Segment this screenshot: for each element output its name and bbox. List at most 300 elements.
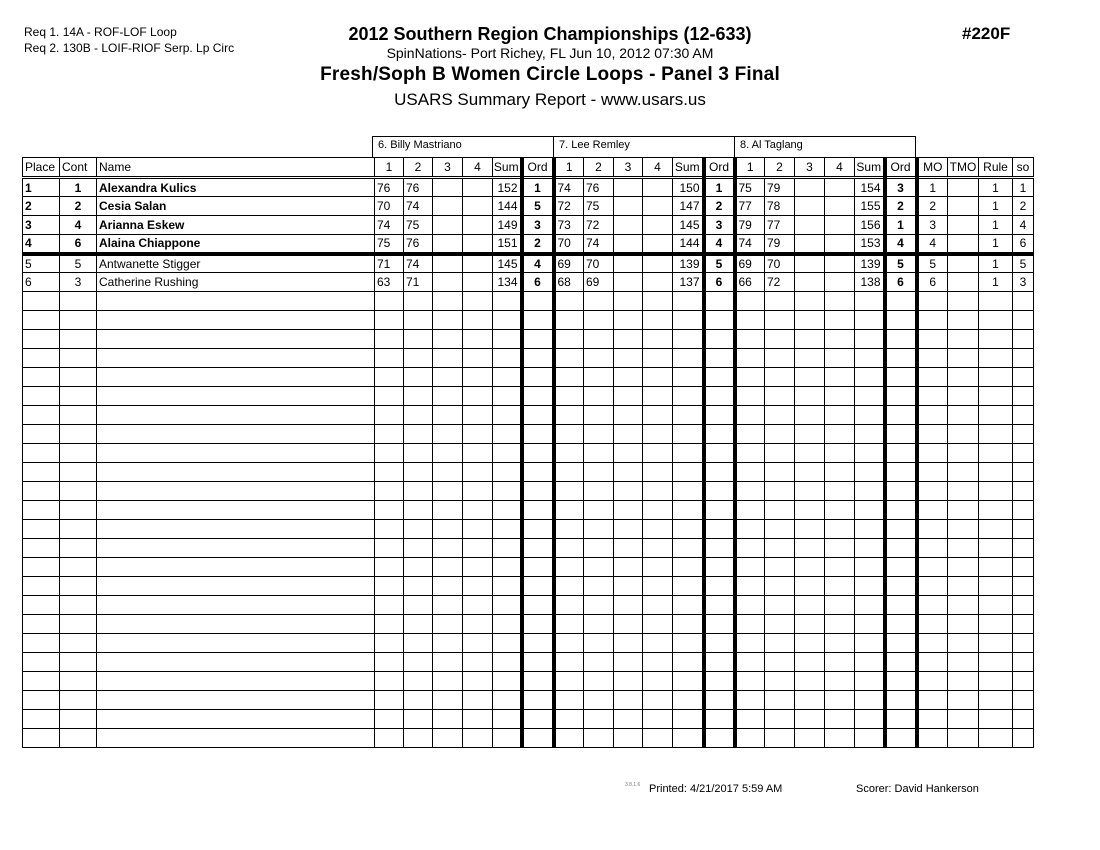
empty-cell <box>704 501 735 520</box>
score-cell <box>433 216 463 235</box>
empty-cell <box>375 463 404 482</box>
empty-row <box>23 558 1034 577</box>
score-cell <box>463 197 493 216</box>
empty-cell <box>433 558 463 577</box>
empty-cell <box>554 653 584 672</box>
score-cell: 68 <box>554 273 584 292</box>
empty-cell <box>23 482 60 501</box>
empty-cell <box>917 596 948 615</box>
empty-cell <box>584 501 614 520</box>
col-j2-1: 1 <box>554 158 584 178</box>
empty-cell <box>735 330 765 349</box>
empty-cell <box>97 672 375 691</box>
empty-cell <box>614 596 643 615</box>
empty-cell <box>855 292 885 311</box>
empty-cell <box>979 425 1013 444</box>
empty-cell <box>375 634 404 653</box>
empty-cell <box>673 539 704 558</box>
empty-cell <box>885 710 917 729</box>
empty-cell <box>917 387 948 406</box>
score-cell <box>825 273 855 292</box>
empty-cell <box>554 292 584 311</box>
empty-cell <box>704 463 735 482</box>
rule-cell: 1 <box>979 197 1013 216</box>
empty-cell <box>375 691 404 710</box>
empty-cell <box>23 463 60 482</box>
empty-cell <box>948 387 979 406</box>
empty-cell <box>795 463 825 482</box>
score-cell <box>643 178 673 197</box>
score-cell <box>463 216 493 235</box>
empty-cell <box>60 292 97 311</box>
empty-cell <box>522 501 554 520</box>
empty-cell <box>584 691 614 710</box>
empty-cell <box>979 634 1013 653</box>
empty-cell <box>948 520 979 539</box>
empty-cell <box>60 349 97 368</box>
empty-cell <box>855 330 885 349</box>
empty-cell <box>704 406 735 425</box>
so-cell: 4 <box>1013 216 1034 235</box>
ordinal-cell: 5 <box>885 254 917 273</box>
empty-cell <box>404 425 433 444</box>
empty-cell <box>1013 577 1034 596</box>
empty-cell <box>735 729 765 748</box>
score-cell <box>643 197 673 216</box>
empty-cell <box>885 691 917 710</box>
empty-cell <box>614 368 643 387</box>
empty-cell <box>522 653 554 672</box>
empty-cell <box>23 387 60 406</box>
empty-cell <box>885 349 917 368</box>
empty-cell <box>735 368 765 387</box>
empty-cell <box>493 292 522 311</box>
empty-cell <box>522 330 554 349</box>
empty-cell <box>463 558 493 577</box>
empty-cell <box>554 387 584 406</box>
empty-cell <box>554 425 584 444</box>
rule-cell: 1 <box>979 254 1013 273</box>
empty-cell <box>614 330 643 349</box>
empty-cell <box>735 672 765 691</box>
empty-cell <box>855 634 885 653</box>
score-cell: 63 <box>375 273 404 292</box>
empty-cell <box>917 330 948 349</box>
empty-cell <box>493 368 522 387</box>
empty-cell <box>704 482 735 501</box>
empty-cell <box>917 349 948 368</box>
empty-cell <box>643 463 673 482</box>
empty-cell <box>522 444 554 463</box>
empty-cell <box>614 406 643 425</box>
table-row <box>23 216 1034 235</box>
empty-cell <box>673 501 704 520</box>
empty-row <box>23 539 1034 558</box>
empty-cell <box>885 463 917 482</box>
empty-cell <box>855 672 885 691</box>
empty-cell <box>917 425 948 444</box>
empty-cell <box>493 539 522 558</box>
empty-cell <box>979 577 1013 596</box>
empty-row <box>23 710 1034 729</box>
competition-title: 2012 Southern Region Championships (12-633) <box>348 24 752 44</box>
empty-cell <box>885 729 917 748</box>
empty-cell <box>463 672 493 691</box>
empty-cell <box>614 653 643 672</box>
empty-row <box>23 387 1034 406</box>
empty-cell <box>795 349 825 368</box>
empty-row <box>23 349 1034 368</box>
empty-cell <box>554 444 584 463</box>
empty-cell <box>404 729 433 748</box>
empty-cell <box>584 710 614 729</box>
empty-cell <box>735 615 765 634</box>
empty-cell <box>554 349 584 368</box>
ordinal-cell: 5 <box>522 197 554 216</box>
empty-cell <box>795 577 825 596</box>
cont-cell: 3 <box>60 273 97 292</box>
empty-row <box>23 311 1034 330</box>
col-j2-2: 2 <box>584 158 614 178</box>
empty-cell <box>1013 539 1034 558</box>
empty-cell <box>885 634 917 653</box>
score-cell: 69 <box>554 254 584 273</box>
empty-cell <box>493 311 522 330</box>
empty-cell <box>493 615 522 634</box>
empty-cell <box>584 653 614 672</box>
empty-cell <box>463 368 493 387</box>
empty-cell <box>917 406 948 425</box>
empty-cell <box>522 615 554 634</box>
score-cell: 75 <box>735 178 765 197</box>
empty-cell <box>948 292 979 311</box>
empty-cell <box>948 368 979 387</box>
empty-cell <box>584 558 614 577</box>
empty-cell <box>885 387 917 406</box>
empty-cell <box>97 691 375 710</box>
empty-cell <box>463 710 493 729</box>
score-cell <box>614 235 643 254</box>
empty-cell <box>704 691 735 710</box>
empty-cell <box>735 577 765 596</box>
empty-cell <box>765 311 795 330</box>
ordinal-cell: 5 <box>704 254 735 273</box>
empty-cell <box>97 482 375 501</box>
empty-cell <box>765 520 795 539</box>
empty-cell <box>97 444 375 463</box>
empty-cell <box>1013 425 1034 444</box>
empty-cell <box>643 634 673 653</box>
empty-cell <box>735 387 765 406</box>
empty-cell <box>493 577 522 596</box>
sum-cell: 151 <box>493 235 522 254</box>
empty-cell <box>463 311 493 330</box>
sum-cell: 156 <box>855 216 885 235</box>
empty-cell <box>765 292 795 311</box>
empty-cell <box>704 539 735 558</box>
empty-cell <box>375 292 404 311</box>
empty-cell <box>23 444 60 463</box>
empty-cell <box>614 444 643 463</box>
col-name: Name <box>97 158 375 178</box>
empty-cell <box>584 672 614 691</box>
empty-cell <box>825 368 855 387</box>
score-cell <box>795 197 825 216</box>
empty-cell <box>885 368 917 387</box>
empty-cell <box>735 691 765 710</box>
empty-cell <box>60 387 97 406</box>
empty-row <box>23 672 1034 691</box>
empty-cell <box>404 653 433 672</box>
score-cell <box>614 254 643 273</box>
empty-cell <box>433 539 463 558</box>
empty-cell <box>404 463 433 482</box>
empty-cell <box>1013 406 1034 425</box>
empty-cell <box>825 729 855 748</box>
ordinal-cell: 2 <box>704 197 735 216</box>
empty-cell <box>584 444 614 463</box>
place-cell: 3 <box>23 216 60 235</box>
score-cell <box>795 178 825 197</box>
col-j2-ord: Ord <box>704 158 735 178</box>
sum-cell: 139 <box>673 254 704 273</box>
empty-cell <box>765 482 795 501</box>
so-cell: 6 <box>1013 235 1034 254</box>
empty-cell <box>60 368 97 387</box>
name-cell: Alexandra Kulics <box>97 178 375 197</box>
empty-cell <box>554 463 584 482</box>
empty-cell <box>795 596 825 615</box>
col-j3-4: 4 <box>825 158 855 178</box>
empty-cell <box>917 444 948 463</box>
empty-cell <box>23 596 60 615</box>
empty-row <box>23 444 1034 463</box>
sum-cell: 153 <box>855 235 885 254</box>
empty-cell <box>855 482 885 501</box>
empty-cell <box>614 520 643 539</box>
sum-cell: 138 <box>855 273 885 292</box>
empty-cell <box>885 425 917 444</box>
empty-cell <box>404 615 433 634</box>
empty-cell <box>23 729 60 748</box>
empty-cell <box>584 729 614 748</box>
empty-row <box>23 653 1034 672</box>
empty-cell <box>855 539 885 558</box>
score-cell: 66 <box>735 273 765 292</box>
empty-cell <box>643 349 673 368</box>
score-cell: 71 <box>375 254 404 273</box>
empty-cell <box>1013 368 1034 387</box>
col-cont: Cont <box>60 158 97 178</box>
score-cell <box>825 235 855 254</box>
empty-cell <box>1013 729 1034 748</box>
empty-cell <box>493 710 522 729</box>
empty-cell <box>433 482 463 501</box>
empty-cell <box>23 558 60 577</box>
empty-cell <box>60 691 97 710</box>
score-cell <box>614 178 643 197</box>
empty-cell <box>493 634 522 653</box>
empty-cell <box>673 330 704 349</box>
empty-cell <box>1013 596 1034 615</box>
sum-cell: 150 <box>673 178 704 197</box>
empty-cell <box>23 406 60 425</box>
empty-cell <box>522 729 554 748</box>
empty-cell <box>825 577 855 596</box>
empty-cell <box>375 330 404 349</box>
empty-cell <box>584 425 614 444</box>
empty-cell <box>433 368 463 387</box>
empty-cell <box>979 729 1013 748</box>
empty-cell <box>60 672 97 691</box>
empty-cell <box>614 292 643 311</box>
empty-cell <box>375 482 404 501</box>
empty-cell <box>1013 387 1034 406</box>
empty-cell <box>23 634 60 653</box>
empty-cell <box>404 501 433 520</box>
empty-cell <box>825 710 855 729</box>
empty-cell <box>704 425 735 444</box>
score-cell: 74 <box>584 235 614 254</box>
empty-cell <box>493 463 522 482</box>
score-cell: 75 <box>584 197 614 216</box>
empty-cell <box>673 406 704 425</box>
empty-cell <box>643 577 673 596</box>
score-cell <box>463 235 493 254</box>
empty-cell <box>673 653 704 672</box>
empty-cell <box>704 596 735 615</box>
empty-cell <box>23 615 60 634</box>
empty-cell <box>948 691 979 710</box>
empty-cell <box>1013 691 1034 710</box>
empty-cell <box>522 482 554 501</box>
empty-cell <box>855 615 885 634</box>
empty-cell <box>375 729 404 748</box>
empty-cell <box>23 425 60 444</box>
empty-cell <box>735 349 765 368</box>
score-cell <box>643 216 673 235</box>
ordinal-cell: 3 <box>885 178 917 197</box>
empty-cell <box>643 330 673 349</box>
empty-cell <box>463 596 493 615</box>
empty-cell <box>979 653 1013 672</box>
empty-row <box>23 482 1034 501</box>
col-place: Place <box>23 158 60 178</box>
empty-cell <box>493 425 522 444</box>
empty-cell <box>795 520 825 539</box>
empty-cell <box>97 577 375 596</box>
header-row <box>23 158 1034 178</box>
empty-cell <box>704 653 735 672</box>
ordinal-cell: 3 <box>522 216 554 235</box>
empty-cell <box>643 520 673 539</box>
empty-cell <box>23 311 60 330</box>
empty-cell <box>673 482 704 501</box>
empty-row <box>23 368 1034 387</box>
empty-cell <box>433 406 463 425</box>
score-cell <box>433 178 463 197</box>
empty-cell <box>584 292 614 311</box>
empty-cell <box>522 406 554 425</box>
empty-cell <box>765 501 795 520</box>
so-cell: 5 <box>1013 254 1034 273</box>
empty-cell <box>375 539 404 558</box>
sum-cell: 147 <box>673 197 704 216</box>
empty-cell <box>735 292 765 311</box>
empty-cell <box>584 634 614 653</box>
empty-cell <box>825 558 855 577</box>
empty-cell <box>554 596 584 615</box>
sum-cell: 134 <box>493 273 522 292</box>
empty-cell <box>704 558 735 577</box>
empty-cell <box>584 330 614 349</box>
col-rule: Rule <box>979 158 1013 178</box>
event-number: #220F <box>962 24 1011 43</box>
score-cell: 69 <box>735 254 765 273</box>
score-cell: 76 <box>584 178 614 197</box>
col-j2-sum: Sum <box>673 158 704 178</box>
sum-cell: 145 <box>673 216 704 235</box>
empty-cell <box>97 311 375 330</box>
empty-cell <box>825 330 855 349</box>
empty-cell <box>948 653 979 672</box>
empty-cell <box>404 710 433 729</box>
so-cell: 1 <box>1013 178 1034 197</box>
empty-cell <box>825 501 855 520</box>
empty-cell <box>917 482 948 501</box>
col-j1-1: 1 <box>375 158 404 178</box>
empty-cell <box>60 425 97 444</box>
empty-cell <box>825 615 855 634</box>
empty-cell <box>885 653 917 672</box>
empty-cell <box>584 349 614 368</box>
empty-cell <box>855 596 885 615</box>
empty-cell <box>433 710 463 729</box>
empty-cell <box>885 577 917 596</box>
empty-cell <box>704 634 735 653</box>
empty-cell <box>765 615 795 634</box>
empty-cell <box>60 615 97 634</box>
empty-cell <box>493 672 522 691</box>
empty-cell <box>643 387 673 406</box>
empty-cell <box>948 558 979 577</box>
sum-cell: 155 <box>855 197 885 216</box>
sum-cell: 139 <box>855 254 885 273</box>
empty-cell <box>375 558 404 577</box>
empty-cell <box>825 406 855 425</box>
empty-cell <box>1013 558 1034 577</box>
empty-cell <box>765 387 795 406</box>
empty-cell <box>23 520 60 539</box>
empty-cell <box>735 311 765 330</box>
score-cell: 74 <box>404 197 433 216</box>
empty-cell <box>704 710 735 729</box>
empty-cell <box>23 539 60 558</box>
empty-cell <box>23 577 60 596</box>
sum-cell: 149 <box>493 216 522 235</box>
empty-cell <box>979 520 1013 539</box>
empty-cell <box>60 596 97 615</box>
ordinal-cell: 4 <box>885 235 917 254</box>
empty-cell <box>493 558 522 577</box>
ordinal-cell: 1 <box>885 216 917 235</box>
empty-cell <box>463 634 493 653</box>
empty-cell <box>463 539 493 558</box>
empty-cell <box>463 425 493 444</box>
col-j1-ord: Ord <box>522 158 554 178</box>
empty-cell <box>979 596 1013 615</box>
score-cell <box>463 273 493 292</box>
